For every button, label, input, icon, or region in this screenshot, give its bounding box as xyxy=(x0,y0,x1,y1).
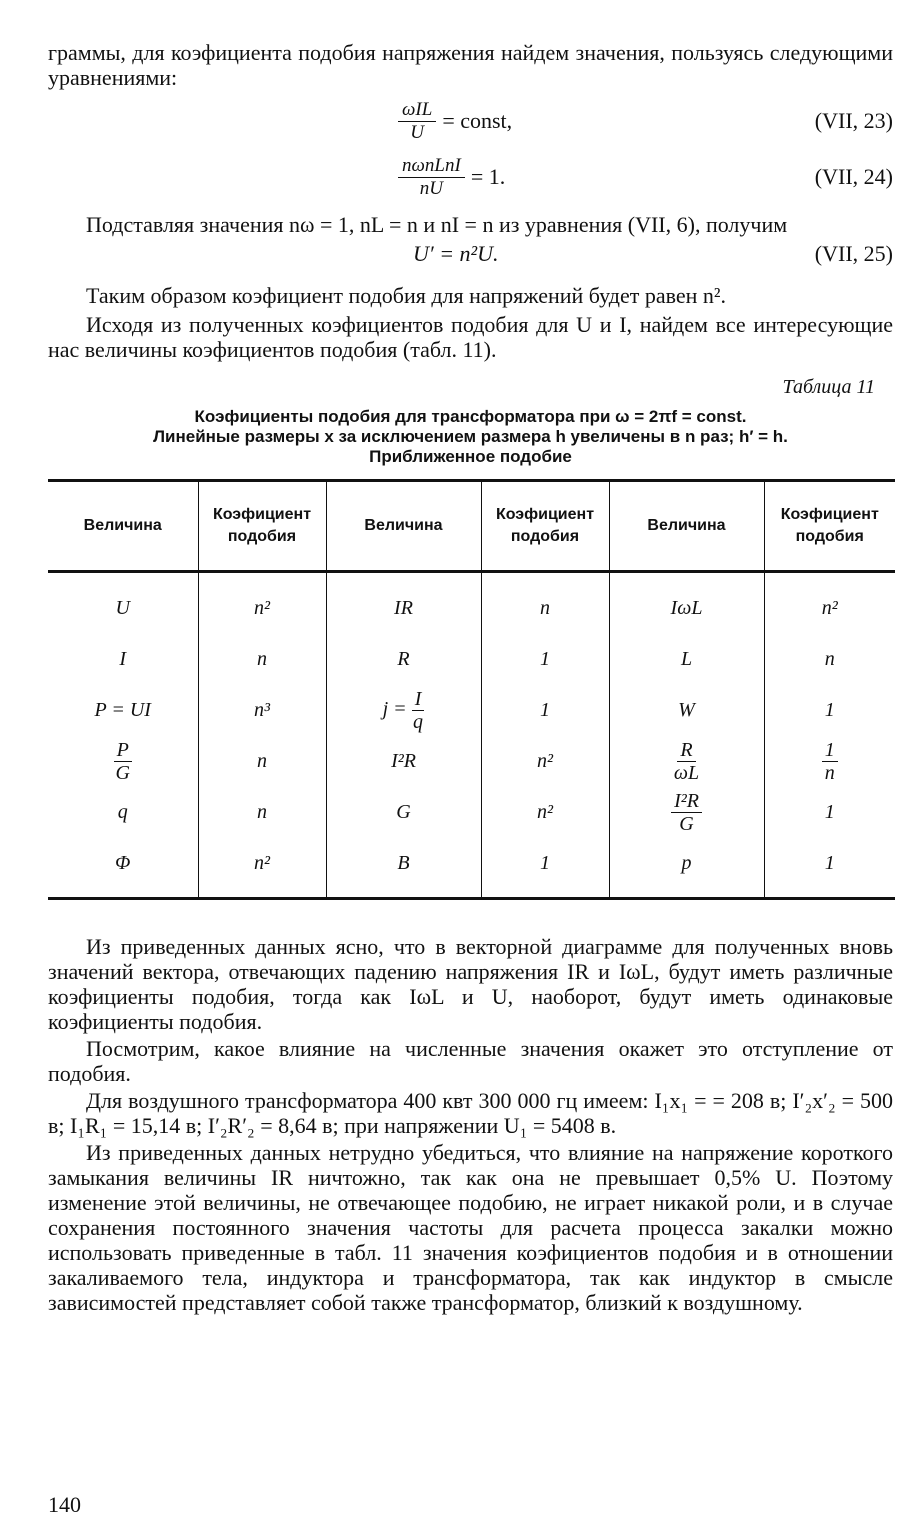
table-row xyxy=(48,572,895,635)
table-header: Коэфициент подобия xyxy=(198,481,326,572)
table-cell: I²R xyxy=(326,736,481,787)
table-cell: IωL xyxy=(609,572,764,635)
paragraph-substitution: Подставляя значения nω = 1, nL = n и nI = n из уравнения (VII, 6), получим xyxy=(86,212,788,237)
table-header: Величина xyxy=(609,481,764,572)
table-cell: n xyxy=(764,634,895,685)
table-caption: Таблица 11 xyxy=(782,376,875,398)
table-cell: U xyxy=(115,597,130,619)
table-cell: Φ xyxy=(48,838,198,899)
table-cell: n² xyxy=(764,572,895,635)
equation-vii-25 xyxy=(48,237,893,271)
paragraph-reference-table: Исходя из полученных коэфициентов подобия для U и I, найдем все интересующие нас величины коэфициентов подобия (табл. 11). xyxy=(48,312,893,362)
table-cell xyxy=(326,685,481,736)
cell-prefix: j = xyxy=(382,698,407,721)
table-cell: 1 xyxy=(764,787,895,838)
table-header: Коэфициент подобия xyxy=(764,481,895,572)
table-cell: B xyxy=(326,838,481,899)
equation-rhs: = 1. xyxy=(470,164,506,189)
table-cell: q xyxy=(117,801,128,823)
equation-label: (VII, 25) xyxy=(814,241,893,266)
table-cell xyxy=(609,787,764,838)
table-title-line-2: Линейные размеры x за исключением размера h увеличены в n раз; h′ = h. xyxy=(153,427,788,446)
table-cell: G xyxy=(326,787,481,838)
fraction-denominator: G xyxy=(115,762,130,784)
table-cell: 1 xyxy=(481,685,609,736)
table-cell xyxy=(609,736,764,787)
table-header: Коэфициент подобия xyxy=(481,481,609,572)
table-cell: L xyxy=(609,634,764,685)
table-cell: n² xyxy=(198,838,326,899)
fraction-denominator: ωL xyxy=(673,762,700,784)
paragraph-deviation: Посмотрим, какое влияние на численные значения окажет это отступление от подобия. xyxy=(48,1036,893,1086)
table-row xyxy=(48,838,895,899)
equation-label: (VII, 24) xyxy=(814,164,893,189)
table-header: Величина xyxy=(48,481,198,572)
equation-numerator: ωIL xyxy=(398,99,436,122)
table-cell: p xyxy=(609,838,764,899)
equation-vii-23 xyxy=(48,96,893,146)
equation-numerator: nωnLnI xyxy=(398,155,465,178)
table-cell: n xyxy=(481,572,609,635)
fraction-numerator: I xyxy=(412,688,425,711)
table-cell: n xyxy=(198,787,326,838)
table-row xyxy=(48,787,895,838)
table-cell: n² xyxy=(198,572,326,635)
equation-vii-24 xyxy=(48,152,893,202)
table-row xyxy=(48,634,895,685)
table-cell: I xyxy=(119,648,127,670)
table-cell: 1 xyxy=(481,838,609,899)
paragraph-vector-diagram: Из приведенных данных ясно, что в векторной диаграмме для полученных вновь значений вектора, отвечающих падению напряжения IR и IωL, будут иметь различные коэфициенты подобия, тогда как IωL и U, наоборот, будут иметь одинаковые коэфициенты подобия. xyxy=(48,934,893,1034)
table-cell: 1 xyxy=(764,838,895,899)
paragraph-voltage-coefficient: Таким образом коэфициент подобия для напряжений будет равен n². xyxy=(86,283,726,308)
table-row xyxy=(48,736,895,787)
table-header: Величина xyxy=(326,481,481,572)
paragraph-air-transformer: Для воздушного трансформатора 400 квт 300 000 гц имеем: I₁x₁ = = 208 в; I′₂x′₂ = 500 в; I₁R₁ = 15,14 в; I′₂R′₂ = 8,64 в; при напряжении U₁ = 5408 в. xyxy=(48,1088,893,1138)
equation-expression: U′ = n²U. xyxy=(413,241,499,266)
table-title-line-3: Приближенное подобие xyxy=(369,447,572,466)
table-cell: 1 xyxy=(481,634,609,685)
paragraph-intro: граммы, для коэфициента подобия напряжения найдем значения, пользуясь следующими уравнениями: xyxy=(48,40,893,90)
equation-rhs: = const, xyxy=(442,108,513,133)
fraction-numerator: P xyxy=(114,739,132,762)
table-cell: n³ xyxy=(198,685,326,736)
table-cell: P = UI xyxy=(94,699,151,721)
table-cell: n² xyxy=(481,787,609,838)
table-cell: W xyxy=(609,685,764,736)
fraction-denominator: q xyxy=(413,711,424,733)
table-cell: n xyxy=(198,634,326,685)
table-cell: 1 xyxy=(764,685,895,736)
equation-denominator: nU xyxy=(419,177,444,199)
equation-label: (VII, 23) xyxy=(814,108,893,133)
table-cell: R xyxy=(326,634,481,685)
book-page xyxy=(48,40,893,1315)
similarity-coefficients-table xyxy=(48,479,895,900)
table-header-row xyxy=(48,481,895,572)
table-cell: n² xyxy=(481,736,609,787)
fraction-denominator: G xyxy=(679,813,694,835)
fraction-numerator: 1 xyxy=(822,739,838,762)
fraction-denominator: n xyxy=(824,762,835,784)
table-cell xyxy=(764,736,895,787)
table-row xyxy=(48,685,895,736)
table-title-line-1: Коэфициенты подобия для трансформатора при ω = 2πf = const. xyxy=(194,407,747,426)
table-cell xyxy=(48,736,198,787)
equation-denominator: U xyxy=(410,121,425,143)
paragraph-conclusion: Из приведенных данных нетрудно убедиться, что влияние на напряжение короткого замыкания величины IR ничтожно, так как она не превышает 0,5% U. Поэтому изменение этой величины, не отвечающее подобию, не играет никакой роли, и в случае сохранения постоянного значения частоты для расчета процесса закалки можно использовать приведенные в табл. 11 значения коэфициентов подобия и в отношении закаливаемого тела, индуктора и трансформатора, так как индуктор в смысле зависимостей представляет собой также трансформатор, близкий к воздушному. xyxy=(48,1140,893,1315)
page-number: 140 xyxy=(48,1492,81,1517)
table-cell: n xyxy=(198,736,326,787)
table-cell: IR xyxy=(326,572,481,635)
fraction-numerator: R xyxy=(677,739,695,762)
fraction-numerator: I²R xyxy=(671,790,702,813)
